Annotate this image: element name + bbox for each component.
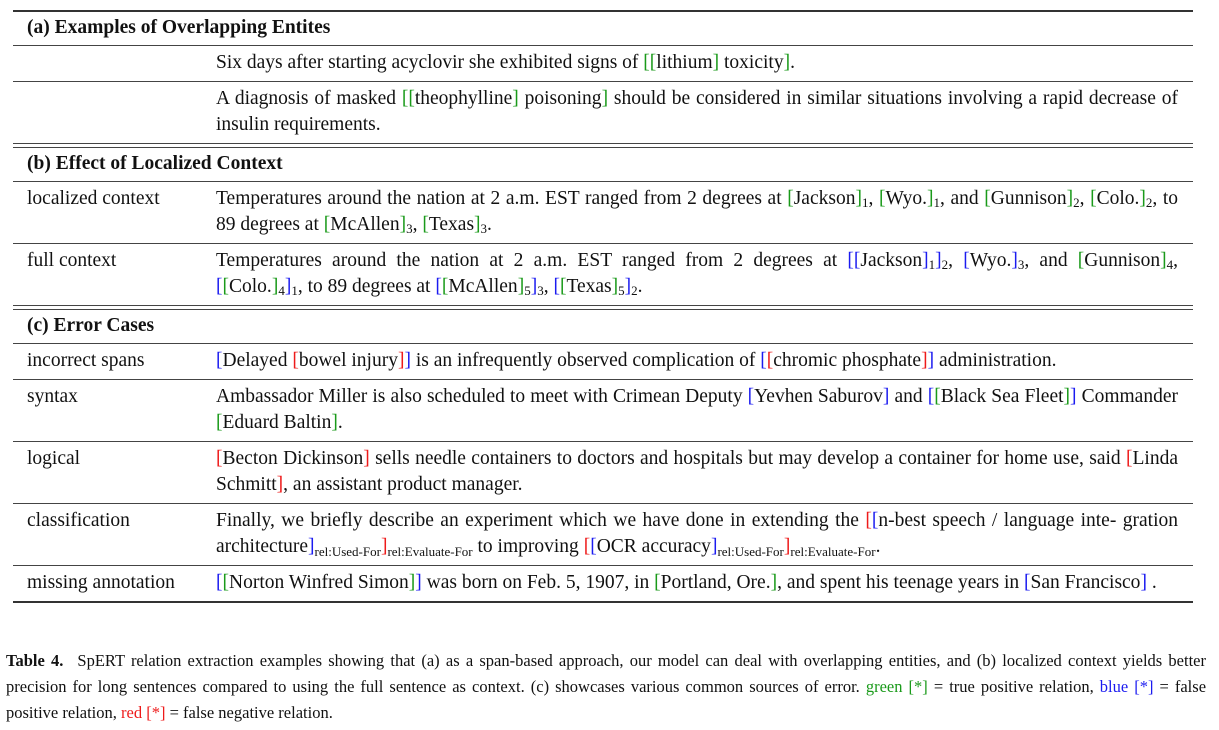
table-row (13, 46, 1193, 81)
sentence-text: n-best speech / language inte- gration architecture (216, 510, 1179, 557)
caption-label: Table 4. (6, 651, 64, 670)
sentence-text: poisoning (518, 88, 602, 109)
true-positive-bracket: [ (1077, 250, 1085, 271)
relation-index: 2 (631, 283, 638, 298)
true-positive-bracket: [ (323, 214, 331, 235)
true-positive-bracket: ] (474, 214, 481, 235)
sentence-text: McAllen (448, 276, 518, 297)
sentence-text: Linda Schmitt (216, 448, 1178, 495)
sentence-text: Temperatures around the nation at 2 a.m. EST ranged from 2 degrees at (216, 188, 788, 209)
false-negative-bracket: ] (397, 350, 405, 371)
true-positive-bracket: [ (649, 52, 657, 73)
false-positive-bracket: ] (1140, 572, 1147, 593)
true-positive-bracket: ] (770, 572, 778, 593)
example-sentence (216, 446, 1178, 498)
false-negative-bracket: [ (292, 350, 299, 371)
true-positive-bracket: ] (927, 188, 934, 209)
sentence-text: Six days after starting acyclovir she exhibited signs of (216, 52, 644, 73)
row-label: syntax (27, 386, 78, 407)
row-label: full context (27, 250, 117, 271)
table-row (13, 380, 1193, 441)
false-positive-bracket: [ (590, 536, 597, 557)
relation-type-label: rel:Evaluate-For (387, 544, 473, 559)
false-positive-bracket: [ (747, 386, 755, 407)
true-positive-bracket: [ (222, 572, 229, 593)
sentence-text: Wyo. (885, 188, 928, 209)
sentence-text: . (1146, 572, 1157, 593)
sentence-text: McAllen (330, 214, 400, 235)
sentence-text: bowel injury (298, 350, 398, 371)
row-label: incorrect spans (27, 350, 145, 371)
sentence-text: is an infrequently observed complication of (410, 350, 761, 371)
sentence-text: , (543, 276, 554, 297)
legend-green-key: green [*] (865, 677, 928, 696)
sentence-text: sells needle containers to doctors and hospitals but may develop a container for home use, said (369, 448, 1126, 469)
sentence-text: , and (1024, 250, 1078, 271)
sentence-text: , an assistant product manager. (283, 474, 523, 495)
table-caption (6, 648, 1206, 726)
sentence-text: Colo. (1096, 188, 1140, 209)
sentence-text: , (948, 250, 964, 271)
relation-index: 3 (537, 283, 544, 298)
false-positive-bracket: [ (847, 250, 854, 271)
false-positive-bracket: ] (284, 276, 292, 297)
sentence-text: Portland, Ore. (660, 572, 771, 593)
sentence-text: San Francisco (1030, 572, 1141, 593)
sentence-text: Texas (566, 276, 612, 297)
relation-index: 1 (933, 195, 941, 210)
section-c-heading: (c) Error Cases (27, 315, 155, 336)
sentence-text: administration. (934, 350, 1057, 371)
true-positive-bracket: [ (222, 276, 229, 297)
false-positive-bracket: [ (760, 350, 767, 371)
example-sentence (216, 186, 1178, 238)
table-row (13, 244, 1193, 305)
false-positive-bracket: ] (710, 536, 718, 557)
legend-red-key: red [*] (121, 703, 166, 722)
table-row (13, 344, 1193, 379)
sentence-text: , and (940, 188, 985, 209)
true-positive-bracket: ] (855, 188, 862, 209)
false-positive-bracket: ] (882, 386, 890, 407)
relation-index: 2 (941, 257, 949, 272)
false-positive-bracket: ] (935, 250, 942, 271)
row-label: classification (27, 510, 130, 531)
true-positive-bracket: ] (512, 88, 519, 109)
false-positive-bracket: ] (1011, 250, 1018, 271)
sentence-text: toxicity (719, 52, 784, 73)
legend-blue-key: blue [*] (1099, 677, 1154, 696)
false-positive-bracket: [ (1024, 572, 1031, 593)
sentence-text: Delayed (222, 350, 293, 371)
true-positive-bracket: ] (1139, 188, 1146, 209)
true-positive-bracket: ] (271, 276, 279, 297)
relation-type-label: rel:Used-For (314, 544, 381, 559)
true-positive-bracket: ] (601, 88, 609, 109)
relation-index: 4 (1166, 257, 1174, 272)
true-positive-bracket: ] (1063, 386, 1071, 407)
legend-blue-desc: = false positive relation, (6, 677, 1207, 722)
false-positive-bracket: [ (216, 276, 223, 297)
sentence-text: Gunnison (990, 188, 1067, 209)
sentence-text: Finally, we briefly describe an experiment which we have done in extending the (216, 510, 866, 531)
sentence-text: Yevhen Saburov (754, 386, 883, 407)
example-sentence (216, 348, 1178, 374)
true-positive-bracket: [ (422, 214, 429, 235)
false-positive-bracket: [ (553, 276, 560, 297)
false-negative-bracket: ] (921, 350, 928, 371)
sentence-text: was born on Feb. 5, 1907, in (421, 572, 655, 593)
relation-index: 1 (861, 195, 869, 210)
sentence-text: . (487, 214, 492, 235)
relation-type-label: rel:Evaluate-For (790, 544, 876, 559)
false-negative-bracket: [ (1126, 448, 1133, 469)
true-positive-bracket: ] (1160, 250, 1167, 271)
false-negative-bracket: [ (583, 536, 591, 557)
legend-red-desc: = false negative relation. (169, 703, 333, 722)
relation-index: 2 (1145, 195, 1153, 210)
example-sentence (216, 50, 1178, 76)
row-label: logical (27, 448, 81, 469)
sentence-text: Jackson (860, 250, 923, 271)
sentence-text: , and spent his teenage years in (777, 572, 1024, 593)
sentence-text: OCR accuracy (596, 536, 711, 557)
results-table (13, 10, 1193, 603)
example-sentence (216, 384, 1178, 436)
sentence-text: , (412, 214, 423, 235)
sentence-text: Temperatures around the nation at 2 a.m. EST ranged from 2 degrees at (216, 250, 848, 271)
sentence-text: , (868, 188, 879, 209)
sentence-text: Black Sea Fleet (940, 386, 1064, 407)
false-positive-bracket: [ (435, 276, 442, 297)
sentence-text: . (790, 52, 795, 73)
sentence-text: Colo. (229, 276, 272, 297)
relation-index: 2 (1073, 195, 1080, 210)
false-negative-bracket: ] (276, 474, 284, 495)
false-negative-bracket: ] (380, 536, 388, 557)
true-positive-bracket: [ (787, 188, 794, 209)
false-negative-bracket: ] (783, 536, 791, 557)
false-positive-bracket: ] (404, 350, 411, 371)
true-positive-bracket: ] (517, 276, 525, 297)
relation-type-label: rel:Used-For (717, 544, 784, 559)
true-positive-bracket: [ (216, 412, 223, 433)
table-row (13, 442, 1193, 503)
sentence-text: , (1173, 250, 1179, 271)
section-b-heading: (b) Effect of Localized Context (27, 153, 283, 174)
example-sentence (216, 248, 1178, 300)
relation-index: 3 (480, 221, 488, 236)
sentence-text: Jackson (793, 188, 856, 209)
false-positive-bracket: ] (927, 350, 935, 371)
table-row (13, 504, 1193, 565)
sentence-text: , to 89 degrees at (297, 276, 436, 297)
example-sentence (216, 508, 1178, 560)
false-positive-bracket: ] (308, 536, 315, 557)
sentence-text: Eduard Baltin (222, 412, 332, 433)
relation-index: 1 (291, 283, 298, 298)
false-positive-bracket: ] (922, 250, 929, 271)
legend-green-desc: = true positive relation, (933, 677, 1094, 696)
true-positive-bracket: ] (1066, 188, 1074, 209)
sentence-text: , to 89 degrees at (216, 188, 1179, 235)
true-positive-bracket: [ (559, 276, 567, 297)
sentence-text: Norton Winfred Simon (229, 572, 409, 593)
sentence-text: , (1079, 188, 1091, 209)
sentence-text: chromic phosphate (773, 350, 922, 371)
false-positive-bracket: [ (927, 386, 935, 407)
sentence-text: lithium (656, 52, 713, 73)
table-row (13, 566, 1193, 601)
example-sentence (216, 86, 1178, 138)
sentence-text: and (889, 386, 928, 407)
false-positive-bracket: [ (963, 250, 970, 271)
true-positive-bracket: [ (878, 188, 886, 209)
sentence-text: Becton Dickinson (222, 448, 364, 469)
sentence-text: Commander (1076, 386, 1178, 407)
true-positive-bracket: [ (1090, 188, 1097, 209)
false-positive-bracket: ] (530, 276, 538, 297)
row-label: localized context (27, 188, 160, 209)
relation-index: 5 (618, 283, 625, 298)
caption-text: SpERT relation extraction examples showing that (a) as a span-based approach, our model can deal with overlapping entities, and (b) localized context yields better precision for long sentences compared to using the full sentence as context. (c) showcases various common sources of error. (6, 651, 1206, 696)
row-label (13, 86, 216, 138)
false-negative-bracket: ] (363, 448, 370, 469)
relation-index: 1 (928, 257, 936, 272)
false-positive-bracket: ] (1070, 386, 1077, 407)
true-positive-bracket: [ (934, 386, 941, 407)
sentence-text: theophylline (414, 88, 513, 109)
table-bottom-rule (13, 601, 1193, 603)
false-positive-bracket: [ (871, 510, 879, 531)
true-positive-bracket: ] (331, 412, 338, 433)
relation-index: 3 (406, 221, 413, 236)
true-positive-bracket: ] (611, 276, 619, 297)
sentence-text: Gunnison (1084, 250, 1161, 271)
sentence-text: Wyo. (969, 250, 1012, 271)
table-row (13, 82, 1193, 143)
true-positive-bracket: [ (401, 88, 409, 109)
false-positive-bracket: ] (415, 572, 422, 593)
relation-index: 3 (1017, 257, 1025, 272)
sentence-text: Texas (428, 214, 475, 235)
section-a-heading: (a) Examples of Overlapping Entites (27, 17, 331, 38)
sentence-text: to improving (472, 536, 584, 557)
relation-index: 4 (278, 283, 285, 298)
true-positive-bracket: ] (408, 572, 416, 593)
false-negative-bracket: [ (216, 448, 223, 469)
false-negative-bracket: [ (766, 350, 774, 371)
false-positive-bracket: [ (216, 350, 223, 371)
true-positive-bracket: [ (643, 52, 650, 73)
example-sentence (216, 570, 1178, 596)
sentence-text: . (875, 536, 881, 557)
row-label (13, 50, 216, 76)
true-positive-bracket: [ (984, 188, 991, 209)
true-positive-bracket: [ (408, 88, 415, 109)
false-positive-bracket: ] (624, 276, 632, 297)
true-positive-bracket: ] (712, 52, 720, 73)
row-label: missing annotation (27, 572, 175, 593)
sentence-text: Ambassador Miller is also scheduled to meet with Crimean Deputy (216, 386, 748, 407)
false-positive-bracket: [ (216, 572, 223, 593)
sentence-text: . (637, 276, 643, 297)
true-positive-bracket: ] (399, 214, 407, 235)
true-positive-bracket: [ (654, 572, 661, 593)
true-positive-bracket: [ (441, 276, 449, 297)
sentence-text: . (337, 412, 343, 433)
sentence-text: A diagnosis of masked (216, 88, 402, 109)
relation-index: 5 (524, 283, 531, 298)
sentence-text: should be considered in similar situations involving a rapid decrease of insulin requirements. (216, 88, 1178, 135)
true-positive-bracket: ] (783, 52, 791, 73)
false-positive-bracket: [ (853, 250, 861, 271)
false-negative-bracket: [ (865, 510, 872, 531)
table-row (13, 182, 1193, 243)
